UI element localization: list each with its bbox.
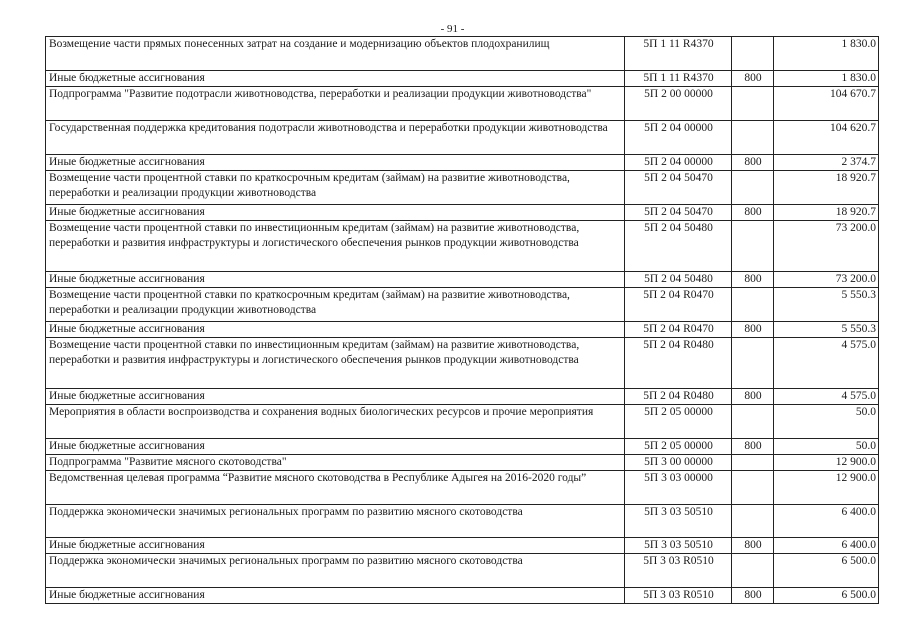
table-row bbox=[46, 71, 879, 87]
row-code: 5П 2 04 50470 bbox=[625, 171, 732, 205]
row-name: Подпрограмма "Развитие мясного скотоводства" bbox=[46, 455, 625, 471]
table-row bbox=[46, 37, 879, 71]
row-name: Иные бюджетные ассигнования bbox=[46, 588, 625, 604]
row-code: 5П 3 03 R0510 bbox=[625, 554, 732, 588]
row-name: Возмещение части процентной ставки по краткосрочным кредитам (займам) на развитие животноводства, переработки и реализации продукции животноводства bbox=[46, 288, 625, 322]
row-sum: 4 575.0 bbox=[774, 389, 879, 405]
table-row bbox=[46, 272, 879, 288]
row-code: 5П 2 04 50480 bbox=[625, 272, 732, 288]
row-name: Ведомственная целевая программа “Развитие мясного скотоводства в Республике Адыгея на 2016-2020 годы” bbox=[46, 471, 625, 505]
row-sum: 73 200.0 bbox=[774, 221, 879, 272]
table-row bbox=[46, 471, 879, 505]
row-expense-type bbox=[732, 288, 774, 322]
row-expense-type bbox=[732, 221, 774, 272]
table-row bbox=[46, 87, 879, 121]
row-expense-type bbox=[732, 505, 774, 538]
row-expense-type: 800 bbox=[732, 389, 774, 405]
row-name: Государственная поддержка кредитования подотрасли животноводства и переработки продукции животноводства bbox=[46, 121, 625, 155]
row-expense-type: 800 bbox=[732, 205, 774, 221]
row-sum: 4 575.0 bbox=[774, 338, 879, 389]
row-code: 5П 2 04 00000 bbox=[625, 121, 732, 155]
row-code: 5П 2 05 00000 bbox=[625, 439, 732, 455]
row-code: 5П 2 04 R0470 bbox=[625, 322, 732, 338]
row-sum: 50.0 bbox=[774, 439, 879, 455]
row-code: 5П 2 00 00000 bbox=[625, 87, 732, 121]
row-sum: 18 920.7 bbox=[774, 205, 879, 221]
row-sum: 12 900.0 bbox=[774, 471, 879, 505]
row-name: Иные бюджетные ассигнования bbox=[46, 71, 625, 87]
row-code: 5П 3 03 R0510 bbox=[625, 588, 732, 604]
row-expense-type bbox=[732, 471, 774, 505]
row-expense-type bbox=[732, 87, 774, 121]
row-name: Возмещение части прямых понесенных затрат на создание и модернизацию объектов плодохранилищ bbox=[46, 37, 625, 71]
row-sum: 6 400.0 bbox=[774, 505, 879, 538]
row-sum: 6 500.0 bbox=[774, 554, 879, 588]
table-row bbox=[46, 455, 879, 471]
row-code: 5П 3 03 50510 bbox=[625, 505, 732, 538]
row-expense-type: 800 bbox=[732, 272, 774, 288]
row-name: Возмещение части процентной ставки по инвестиционным кредитам (займам) на развитие животноводства, переработки и развития инфраструктуры и логистического обеспечения рынков продукции животноводства bbox=[46, 338, 625, 389]
row-code: 5П 3 03 50510 bbox=[625, 538, 732, 554]
row-expense-type bbox=[732, 405, 774, 439]
row-code: 5П 2 04 50480 bbox=[625, 221, 732, 272]
row-name: Возмещение части процентной ставки по инвестиционным кредитам (займам) на развитие животноводства, переработки и развития инфраструктуры и логистического обеспечения рынков продукции животноводства bbox=[46, 221, 625, 272]
row-expense-type: 800 bbox=[732, 71, 774, 87]
row-sum: 12 900.0 bbox=[774, 455, 879, 471]
row-sum: 1 830.0 bbox=[774, 37, 879, 71]
row-name: Иные бюджетные ассигнования bbox=[46, 322, 625, 338]
table-row bbox=[46, 288, 879, 322]
row-sum: 6 500.0 bbox=[774, 588, 879, 604]
row-expense-type bbox=[732, 554, 774, 588]
budget-table bbox=[45, 36, 879, 604]
row-expense-type: 800 bbox=[732, 439, 774, 455]
row-code: 5П 3 00 00000 bbox=[625, 455, 732, 471]
row-sum: 73 200.0 bbox=[774, 272, 879, 288]
row-name: Иные бюджетные ассигнования bbox=[46, 272, 625, 288]
row-sum: 5 550.3 bbox=[774, 288, 879, 322]
table-row bbox=[46, 338, 879, 389]
row-sum: 5 550.3 bbox=[774, 322, 879, 338]
row-sum: 18 920.7 bbox=[774, 171, 879, 205]
table-row bbox=[46, 205, 879, 221]
row-expense-type: 800 bbox=[732, 588, 774, 604]
row-sum: 1 830.0 bbox=[774, 71, 879, 87]
row-expense-type bbox=[732, 121, 774, 155]
table-row bbox=[46, 439, 879, 455]
row-name: Мероприятия в области воспроизводства и сохранения водных биологических ресурсов и прочие мероприятия bbox=[46, 405, 625, 439]
row-name: Иные бюджетные ассигнования bbox=[46, 155, 625, 171]
row-expense-type bbox=[732, 338, 774, 389]
row-expense-type bbox=[732, 171, 774, 205]
table-row bbox=[46, 405, 879, 439]
table-row bbox=[46, 121, 879, 155]
table-row bbox=[46, 221, 879, 272]
table-row bbox=[46, 171, 879, 205]
row-code: 5П 2 04 R0470 bbox=[625, 288, 732, 322]
row-code: 5П 2 05 00000 bbox=[625, 405, 732, 439]
row-name: Иные бюджетные ассигнования bbox=[46, 205, 625, 221]
row-name: Поддержка экономически значимых региональных программ по развитию мясного скотоводства bbox=[46, 505, 625, 538]
table-row bbox=[46, 389, 879, 405]
row-code: 5П 2 04 R0480 bbox=[625, 389, 732, 405]
row-expense-type bbox=[732, 37, 774, 71]
row-code: 5П 2 04 R0480 bbox=[625, 338, 732, 389]
row-sum: 2 374.7 bbox=[774, 155, 879, 171]
row-expense-type: 800 bbox=[732, 538, 774, 554]
row-code: 5П 2 04 00000 bbox=[625, 155, 732, 171]
table-row bbox=[46, 554, 879, 588]
row-sum: 104 670.7 bbox=[774, 87, 879, 121]
row-expense-type bbox=[732, 455, 774, 471]
page-number: - 91 - bbox=[440, 23, 465, 35]
row-sum: 50.0 bbox=[774, 405, 879, 439]
row-name: Возмещение части процентной ставки по краткосрочным кредитам (займам) на развитие животноводства, переработки и реализации продукции животноводства bbox=[46, 171, 625, 205]
row-expense-type: 800 bbox=[732, 322, 774, 338]
row-name: Иные бюджетные ассигнования bbox=[46, 439, 625, 455]
row-name: Иные бюджетные ассигнования bbox=[46, 538, 625, 554]
table-row bbox=[46, 538, 879, 554]
row-name: Подпрограмма "Развитие подотрасли животноводства, переработки и реализации продукции животноводства" bbox=[46, 87, 625, 121]
row-sum: 104 620.7 bbox=[774, 121, 879, 155]
row-name: Поддержка экономически значимых региональных программ по развитию мясного скотоводства bbox=[46, 554, 625, 588]
table-row bbox=[46, 155, 879, 171]
row-expense-type: 800 bbox=[732, 155, 774, 171]
row-code: 5П 3 03 00000 bbox=[625, 471, 732, 505]
row-code: 5П 2 04 50470 bbox=[625, 205, 732, 221]
row-sum: 6 400.0 bbox=[774, 538, 879, 554]
table-row bbox=[46, 322, 879, 338]
row-name: Иные бюджетные ассигнования bbox=[46, 389, 625, 405]
row-code: 5П 1 11 R4370 bbox=[625, 71, 732, 87]
table-row bbox=[46, 505, 879, 538]
row-code: 5П 1 11 R4370 bbox=[625, 37, 732, 71]
table-row bbox=[46, 588, 879, 604]
